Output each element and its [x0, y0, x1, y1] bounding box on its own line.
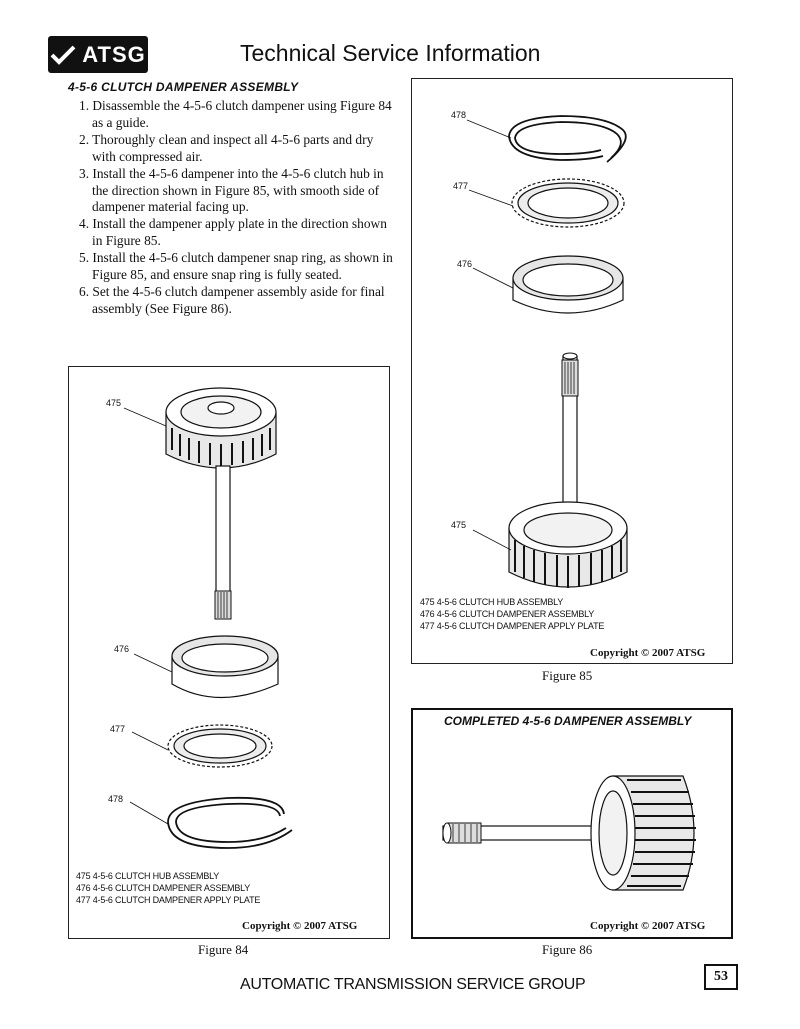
- figure-85-legend: [420, 596, 604, 632]
- figure-85-copyright: Copyright © 2007 ATSG: [590, 647, 706, 659]
- snap-ring: [168, 798, 292, 848]
- callout-477: 477: [110, 724, 126, 734]
- callout-478: 478: [451, 110, 467, 120]
- snap-ring: [509, 116, 626, 162]
- page-number: 53: [704, 964, 738, 990]
- completed-drum: [591, 776, 696, 890]
- logo-text: ATSG: [82, 41, 146, 67]
- clutch-dampener: [172, 636, 278, 698]
- callout-475: 475: [451, 520, 467, 530]
- figure-86-assembly-illustration: [413, 710, 729, 935]
- step-item: 5. Install the 4-5-6 clutch dampener snap ring, as shown in Figure 85, and ensure snap ring is fully seated.: [79, 250, 393, 283]
- page-title: Technical Service Information: [240, 40, 541, 66]
- callout-475: 475: [106, 398, 122, 408]
- callout-476: 476: [114, 644, 130, 654]
- legend-item: 475 4-5-6 CLUTCH HUB ASSEMBLY: [420, 597, 564, 607]
- callout-476: 476: [457, 259, 473, 269]
- clutch-dampener: [513, 256, 623, 313]
- clutch-hub-drum: [509, 502, 627, 588]
- legend-item: 475 4-5-6 CLUTCH HUB ASSEMBLY: [76, 871, 220, 881]
- figure-84-legend: [76, 870, 260, 906]
- step-item: 3. Install the 4-5-6 dampener into the 4-5-6 clutch hub in the direction shown in Figure 85, with smooth side of dampener material facing up.: [79, 165, 384, 215]
- apply-plate: [168, 725, 272, 767]
- instruction-steps: [76, 98, 396, 318]
- legend-item: 476 4-5-6 CLUTCH DAMPENER ASSEMBLY: [76, 883, 251, 893]
- figure-85-exploded-illustration: [411, 78, 731, 662]
- legend-item: 477 4-5-6 CLUTCH DAMPENER APPLY PLATE: [76, 895, 261, 905]
- callout-478: 478: [108, 794, 124, 804]
- atsg-logo: [48, 36, 148, 73]
- apply-plate: [512, 179, 624, 227]
- step-item: 1. Disassemble the 4-5-6 clutch dampener using Figure 84 as a guide.: [79, 98, 392, 130]
- figure-86-caption: Figure 86: [542, 942, 593, 957]
- clutch-hub-drum: [166, 388, 276, 468]
- callout-477: 477: [453, 181, 469, 191]
- step-item: 4. Install the dampener apply plate in the direction shown in Figure 85.: [79, 216, 387, 249]
- figure-86-title: COMPLETED 4-5-6 DAMPENER ASSEMBLY: [444, 714, 692, 728]
- figure-84-caption: Figure 84: [198, 942, 249, 957]
- legend-item: 477 4-5-6 CLUTCH DAMPENER APPLY PLATE: [420, 621, 605, 631]
- step-item: 2. Thoroughly clean and inspect all 4-5-6 parts and dry with compressed air.: [79, 131, 374, 164]
- figure-84-copyright: Copyright © 2007 ATSG: [242, 920, 358, 932]
- figure-85-caption: Figure 85: [542, 668, 593, 683]
- footer-text: AUTOMATIC TRANSMISSION SERVICE GROUP: [240, 976, 586, 993]
- figure-86-copyright: Copyright © 2007 ATSG: [590, 920, 706, 932]
- section-heading: 4-5-6 CLUTCH DAMPENER ASSEMBLY: [68, 80, 299, 94]
- step-item: 6. Set the 4-5-6 clutch dampener assembly aside for final assembly (See Figure 86).: [79, 283, 385, 316]
- checkmark-icon: [50, 45, 76, 65]
- legend-item: 476 4-5-6 CLUTCH DAMPENER ASSEMBLY: [420, 609, 595, 619]
